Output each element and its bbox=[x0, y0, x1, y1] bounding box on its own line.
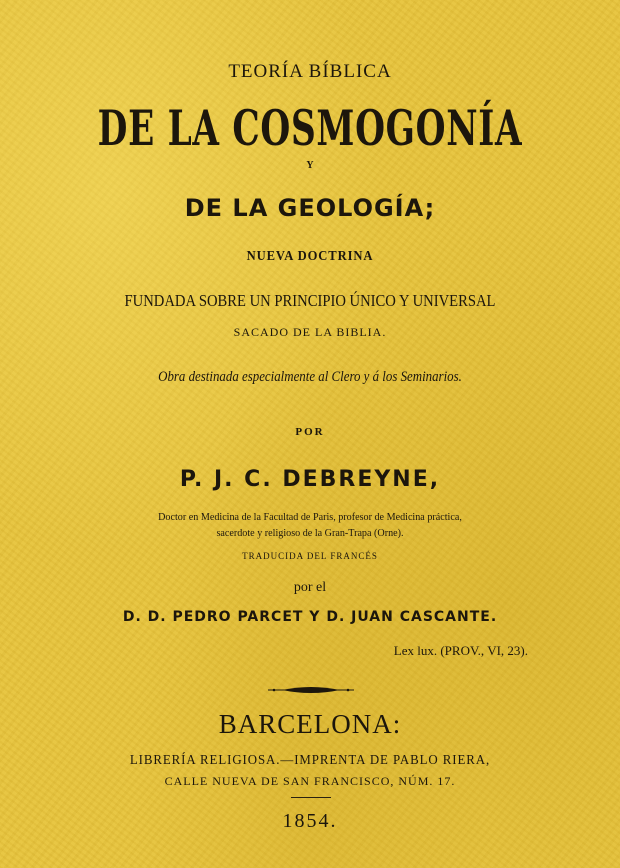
author-description-2: sacerdote y religioso de la Gran-Trapa (Orne). bbox=[216, 527, 404, 539]
byline-por: POR bbox=[295, 426, 325, 438]
dedication: Obra destinada especialmente al Clero y á los Seminarios. bbox=[158, 369, 462, 385]
title-sub: DE LA GEOLOGÍA; bbox=[184, 194, 436, 222]
title-conjunction: Y bbox=[306, 160, 314, 171]
epigraph: Lex lux. (PROV., VI, 23). bbox=[393, 643, 528, 658]
subtitle-line-2: FUNDADA SOBRE UN PRINCIPIO ÚNICO Y UNIVERSAL bbox=[124, 291, 496, 310]
imprint-address: CALLE NUEVA DE SAN FRANCISCO, NÚM. 17. bbox=[164, 774, 456, 788]
imprint-year: 1854. bbox=[282, 810, 338, 832]
translators: D. D. PEDRO PARCET Y D. JUAN CASCANTE. bbox=[122, 609, 498, 625]
subtitle-line-3: SACADO DE LA BIBLIA. bbox=[233, 325, 387, 339]
translation-por-el: por el bbox=[293, 580, 327, 595]
author-description-1: Doctor en Medicina de la Facultad de Paris, profesor de Medicina práctica, bbox=[158, 511, 462, 523]
title-main: DE LA COSMOGONÍA bbox=[97, 99, 523, 157]
translation-note: TRADUCIDA DEL FRANCÉS bbox=[242, 551, 378, 561]
imprint-publisher: LIBRERÍA RELIGIOSA.—IMPRENTA DE PABLO RIERA, bbox=[129, 753, 491, 768]
subtitle-line-1: NUEVA DOCTRINA bbox=[246, 249, 374, 264]
imprint-rule bbox=[291, 797, 331, 798]
ornament-divider bbox=[268, 685, 354, 695]
title-pre: TEORÍA BÍBLICA bbox=[228, 61, 392, 82]
imprint-city: BARCELONA: bbox=[218, 709, 402, 739]
author-name: P. J. C. DEBREYNE, bbox=[179, 467, 441, 492]
